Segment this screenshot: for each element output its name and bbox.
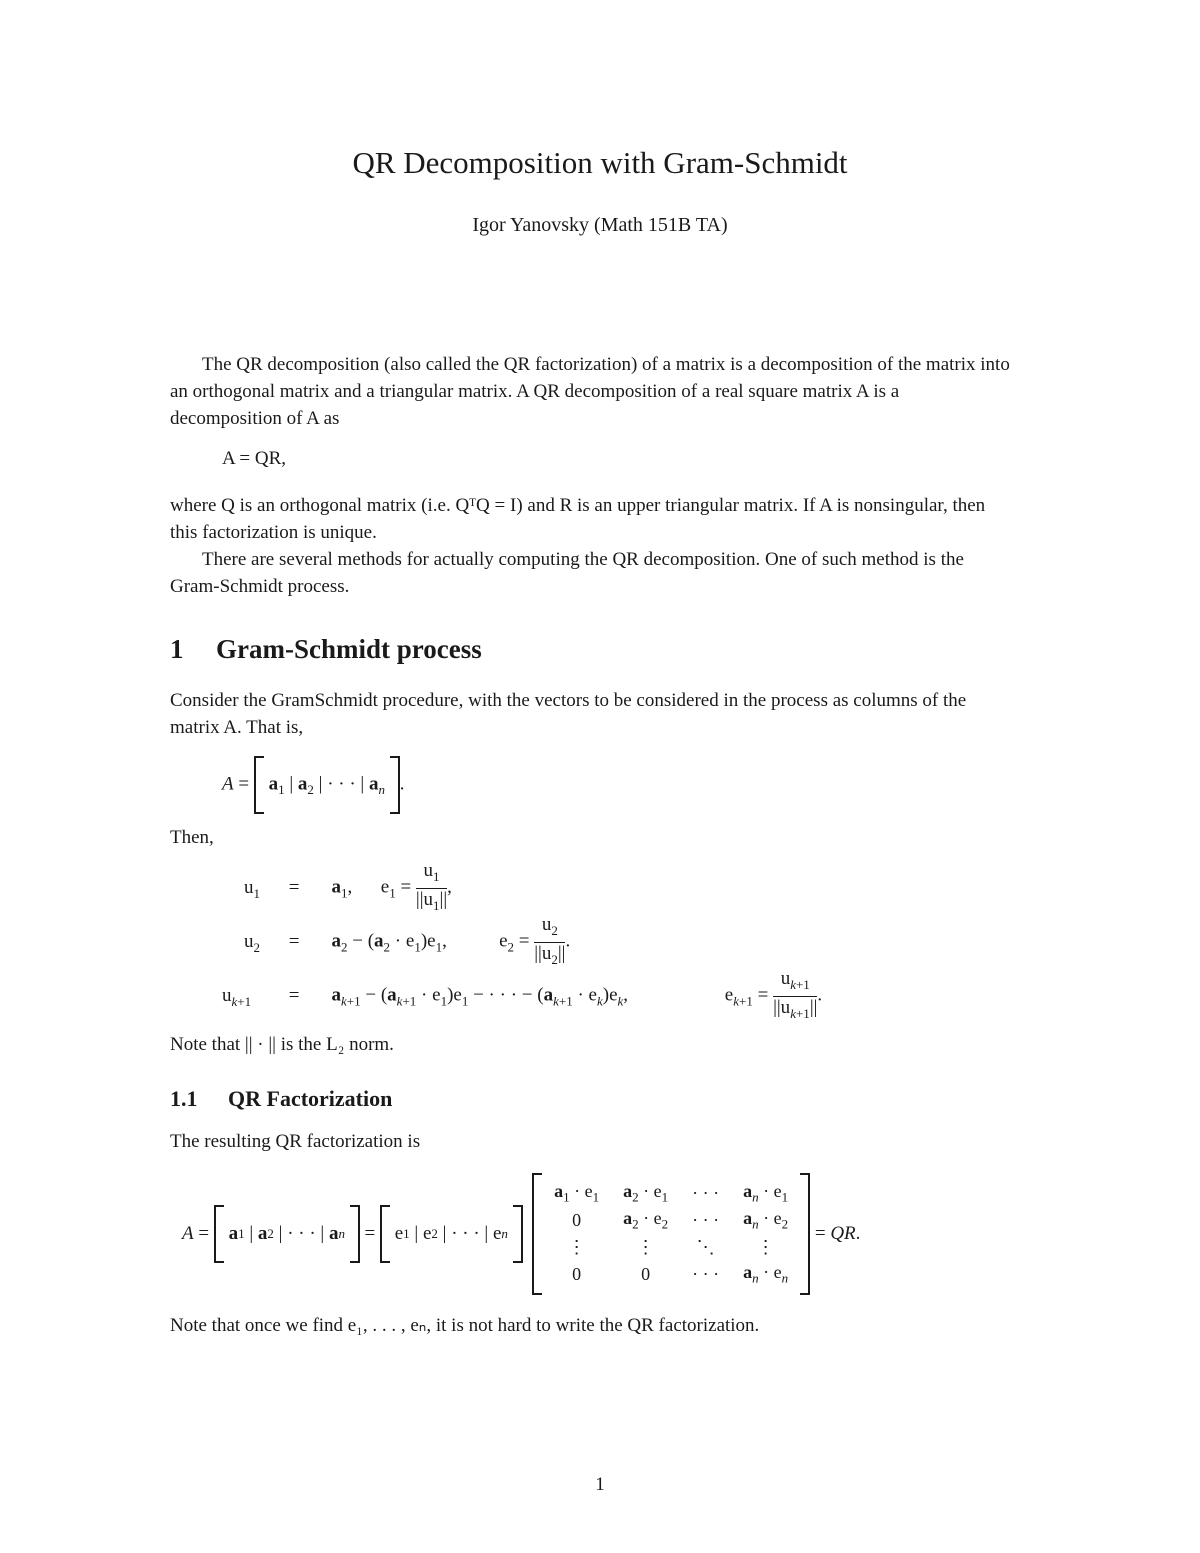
section-1-paragraph: Consider the GramSchmidt procedure, with the vectors to be considered in the process as columns of the matrix A. That is, xyxy=(170,690,967,738)
equation-u1: $u_1 = a_1$, $e_1$ = $\frac{u_1}{||u_1||}$ , xyxy=(244,860,452,913)
then-text: Then, xyxy=(170,827,214,848)
section-1-1-number: 1.1 xyxy=(170,1086,198,1111)
intro-paragraph-2: where Q is an orthogonal matrix (i.e. QᵀQ = I) and R is an upper triangular matrix. If A is nonsingular, then this factorization is unique. xyxy=(170,495,986,543)
equation-qr-factorization: A = a 1 | a 2 | · · · | a n = e 1 | e 2 | · · · | e n $a_1 \cdot e_1$ $a_2 \cdot e_1$ · · · $a_n \cdot e_1$ 0 $a_2 \cdot e_2$ · · · $a_n \cdot e_2$ ⋮ ⋮ ⋱ ⋮ 0 0 · · · $a_n \cdot e_n$ = QR . xyxy=(182,1174,860,1294)
intro-paragraph-3: There are several methods for actually computing the QR decomposition. One of such method is the Gram-Schmidt process. xyxy=(170,549,964,597)
section-1-1-paragraph: The resulting QR factorization is xyxy=(170,1131,421,1152)
norm-note: Note that || · || is the L₂ norm. xyxy=(170,1034,394,1055)
section-1-number: 1 xyxy=(170,634,184,664)
equation-uk1: $u_{k+1} = a_{k+1} - (a_{k+1} \cdot e_1)e_1$ − · · · − $(a_{k+1} \cdot e_k)e_k$, $e_{k+1}$ = $\frac{u_{k+1}}{||u_{k+1}||}$ . xyxy=(222,968,823,1021)
section-1-heading xyxy=(170,634,482,665)
equation-columns-of-a: $A = a_1$ | $a_2$ | · · · | $a_n$ . xyxy=(222,756,404,814)
paper-title: QR Decomposition with Gram-Schmidt xyxy=(352,145,848,180)
equation-u2: $u_2 = a_2 - (a_2 \cdot e_1)e_1$, $e_2$ = $\frac{u_2}{||u_2||}$ . xyxy=(244,914,571,967)
paper-author: Igor Yanovsky (Math 151B TA) xyxy=(472,214,728,236)
section-1-1-title: QR Factorization xyxy=(228,1086,393,1111)
section-1-1-heading xyxy=(170,1086,392,1112)
intro-paragraph-1: The QR decomposition (also called the QR factorization) of a matrix is a decomposition of the matrix into an orthogonal matrix and a triangular matrix. A QR decomposition of a real square matrix A is a decomposition of A as xyxy=(170,354,1010,429)
equation-a-equals-qr: A = QR, xyxy=(222,448,287,469)
section-1-title: Gram-Schmidt process xyxy=(216,634,482,664)
r-matrix: $a_1 \cdot e_1$ $a_2 \cdot e_1$ · · · $a_n \cdot e_1$ 0 $a_2 \cdot e_2$ · · · $a_n \cdot e_2$ ⋮ ⋮ ⋱ ⋮ 0 0 · · · $a_n \cdot e_n$ xyxy=(554,1181,789,1286)
page-number: 1 xyxy=(595,1474,605,1495)
factorization-note: Note that once we find e₁, . . . , eₙ, it is not hard to write the QR factorization. xyxy=(170,1315,760,1336)
